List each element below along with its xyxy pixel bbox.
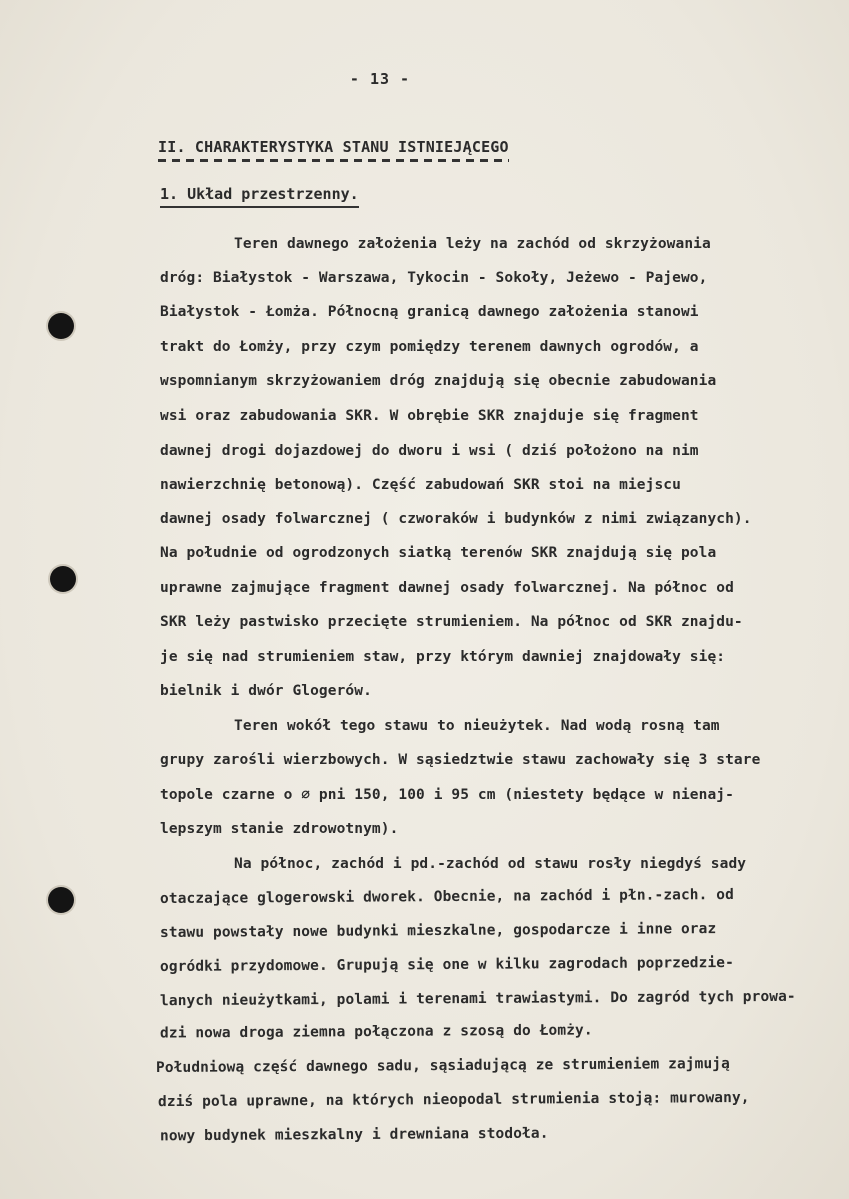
section-heading [158,138,509,156]
text-line: ogródki przydomowe. Grupują się one w kilku zagrodach poprzedzie- [159,954,734,976]
text-line: nowy budynek mieszkalny i drewniana stodoła. [159,1125,549,1145]
text-line: Południową część dawnego sadu, sąsiadującą ze strumieniem zajmują [155,1055,730,1077]
text-line: dawnej osady folwarcznej ( czworaków i budynków z nimi związanych). [160,511,752,527]
text-line: wspomnianym skrzyżowaniem dróg znajdują się obecnie zabudowania [160,373,717,389]
heading-dashed-underline [158,159,509,162]
punch-hole [48,887,74,913]
text-line: wsi oraz zabudowania SKR. W obrębie SKR znajduje się fragment [160,408,699,424]
text-line: Białystok - Łomża. Północną granicą dawnego założenia stanowi [160,304,699,320]
punch-hole [48,313,74,339]
text-line: Teren wokół tego stawu to nieużytek. Nad wodą rosną tam [234,718,720,734]
section-heading-text: II. CHARAKTERYSTYKA STANU ISTNIEJĄCEGO [158,138,509,156]
text-line: nawierzchnię betonową). Część zabudowań SKR stoi na miejscu [160,477,681,493]
text-line: trakt do Łomży, przy czym pomiędzy terenem dawnych ogrodów, a [160,339,699,355]
text-line: Na północ, zachód i pd.-zachód od stawu rosły niegdyś sady [234,856,747,872]
text-line: stawu powstały nowe budynki mieszkalne, gospodarcze i inne oraz [159,921,717,941]
text-line: grupy zarośli wierzbowych. W sąsiedztwie stawu zachowały się 3 stare [160,752,761,768]
text-line: dziś pola uprawne, na których nieopodal strumienia stoją: murowany, [157,1089,750,1111]
text-line: Na południe od ogrodzonych siatką terenów SKR znajdują się pola [160,545,717,561]
text-line: lanych nieużytkami, polami i terenami trawiastymi. Do zagród tych prowa- [159,988,796,1010]
text-line: SKR leży pastwisko przecięte strumieniem. Na północ od SKR znajdu- [160,614,743,630]
text-line: otaczające glogerowski dworek. Obecnie, na zachód i płn.-zach. od [159,886,734,908]
text-line: uprawne zajmujące fragment dawnej osady folwarcznej. Na północ od [160,580,734,596]
text-line: je się nad strumieniem staw, przy którym dawniej znajdowały się: [160,649,726,665]
text-line: dzi nowa droga ziemna połączona z szosą do Łomży. [159,1022,593,1042]
text-line: dróg: Białystok - Warszawa, Tykocin - Sokoły, Jeżewo - Pajewo, [160,270,708,286]
text-line: bielnik i dwór Glogerów. [160,683,372,699]
text-line: Teren dawnego założenia leży na zachód od skrzyżowania [234,236,711,252]
punch-hole [50,566,76,592]
text-line: topole czarne o ⌀ pni 150, 100 i 95 cm (niestety będące w nienaj- [160,787,734,803]
text-line: dawnej drogi dojazdowej do dworu i wsi ( dziś położono na nim [160,443,699,459]
subsection-heading: 1. Układ przestrzenny. [160,185,359,208]
page-number: - 13 - [349,70,411,88]
text-line: lepszym stanie zdrowotnym). [160,821,399,837]
